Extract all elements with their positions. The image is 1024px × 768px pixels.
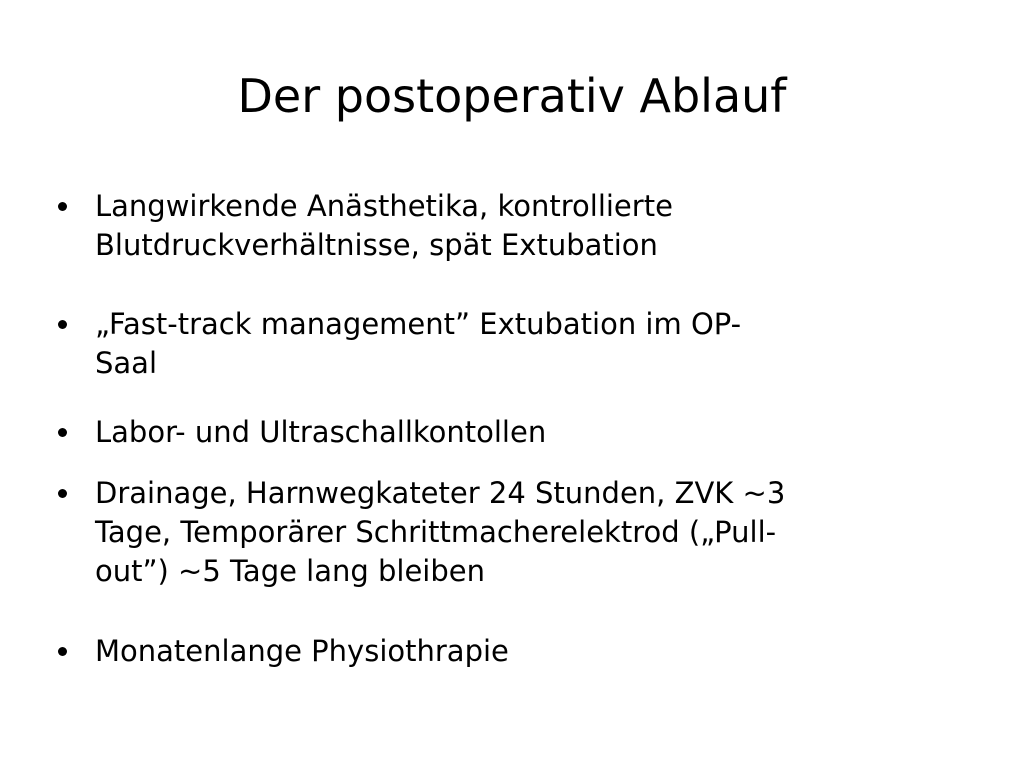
bullet-text: Labor- und Ultraschallkontollen xyxy=(95,415,547,449)
bullet-text: „Fast-track management” Extubation im OP- Saal xyxy=(95,307,742,380)
bullet-dot-icon xyxy=(58,320,67,329)
bullet-dot-icon xyxy=(58,428,67,437)
bullet-text: Monatenlange Physiothrapie xyxy=(95,634,509,668)
bullet-dot-icon xyxy=(58,489,67,498)
slide-title: Der postoperativ Ablauf xyxy=(237,69,787,123)
bullet-text: Langwirkende Anästhetika, kontrollierte Blutdruckverhältnisse, spät Extubation xyxy=(95,189,673,262)
bullet-dot-icon xyxy=(58,202,67,211)
bullet-text: Drainage, Harnwegkateter 24 Stunden, ZVK ~3 Tage, Temporärer Schrittmacherelektrod („Pull- out”) ~5 Tage lang bleiben xyxy=(95,476,786,588)
bullet-dot-icon xyxy=(58,647,67,656)
